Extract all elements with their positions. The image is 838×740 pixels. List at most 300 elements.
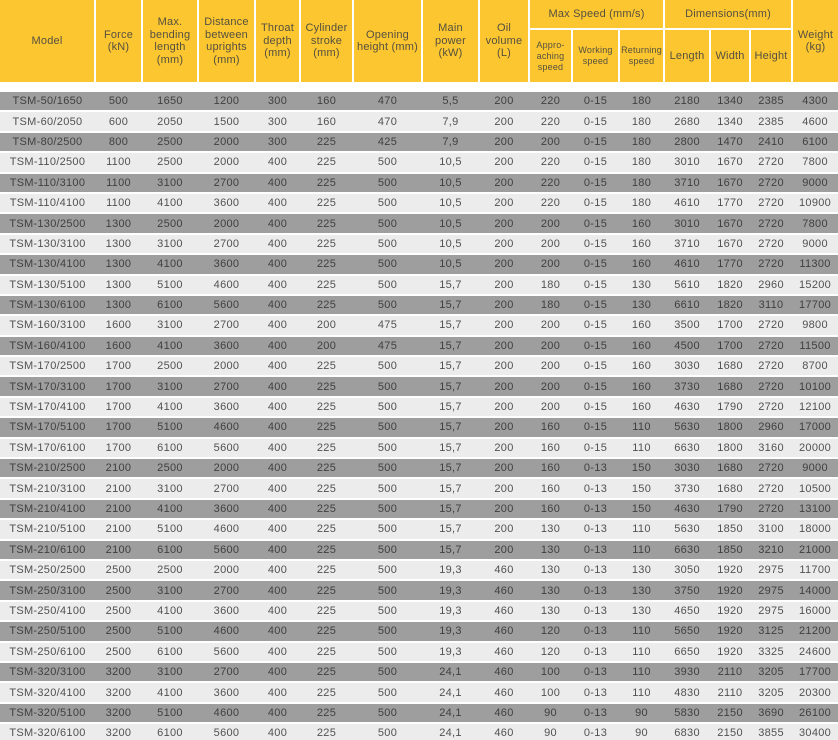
cell-value: 17700 (792, 662, 838, 682)
cell-model: TSM-210/6100 (0, 540, 95, 560)
cell-value: 150 (619, 499, 664, 519)
cell-value: 3930 (664, 662, 710, 682)
cell-value: 225 (300, 642, 353, 662)
cell-value: 110 (619, 682, 664, 702)
cell-value: 200 (529, 356, 572, 376)
table-row (0, 213, 838, 233)
cell-value: 13100 (792, 499, 838, 519)
cell-value: 3205 (750, 662, 792, 682)
cell-value: 1300 (95, 295, 142, 315)
cell-value: 300 (255, 132, 300, 152)
cell-value: 200 (479, 540, 529, 560)
cell-value: 200 (529, 132, 572, 152)
cell-value: 10,5 (422, 193, 479, 213)
cell-value: 160 (529, 478, 572, 498)
cell-value: 100 (529, 662, 572, 682)
cell-value: 7800 (792, 152, 838, 172)
cell-value: 2000 (198, 213, 255, 233)
cell-value: 0-13 (572, 560, 619, 580)
cell-value: 1820 (710, 295, 750, 315)
cell-model: TSM-210/3100 (0, 478, 95, 498)
cell-value: 110 (619, 621, 664, 641)
cell-value: 0-15 (572, 92, 619, 111)
cell-value: 10,5 (422, 213, 479, 233)
cell-value: 1920 (710, 601, 750, 621)
cell-value: 1800 (710, 417, 750, 437)
col-header-model: Model (0, 0, 95, 82)
cell-value: 400 (255, 234, 300, 254)
cell-value: 19,3 (422, 601, 479, 621)
cell-value: 400 (255, 601, 300, 621)
table-row (0, 499, 838, 519)
cell-value: 6100 (142, 642, 198, 662)
table-row (0, 173, 838, 193)
col-header-main-power: Main power (kW) (422, 0, 479, 82)
cell-value: 2385 (750, 111, 792, 131)
cell-value: 200 (479, 152, 529, 172)
cell-value: 400 (255, 315, 300, 335)
cell-value: 2720 (750, 152, 792, 172)
cell-value: 500 (353, 254, 422, 274)
cell-value: 15,7 (422, 275, 479, 295)
cell-value: 1470 (710, 132, 750, 152)
cell-value: 160 (619, 254, 664, 274)
cell-value: 1200 (198, 92, 255, 111)
table-row (0, 417, 838, 437)
table-row (0, 438, 838, 458)
cell-value: 1850 (710, 519, 750, 539)
cell-model: TSM-130/5100 (0, 275, 95, 295)
cell-value: 160 (300, 92, 353, 111)
cell-value: 200 (300, 336, 353, 356)
cell-value: 0-15 (572, 173, 619, 193)
col-header-bending-length: Max. bending length (mm) (142, 0, 198, 82)
cell-value: 2000 (198, 356, 255, 376)
cell-value: 2700 (198, 315, 255, 335)
cell-value: 160 (619, 356, 664, 376)
table-header (0, 0, 838, 92)
cell-value: 460 (479, 621, 529, 641)
cell-value: 500 (353, 601, 422, 621)
cell-model: TSM-210/5100 (0, 519, 95, 539)
cell-value: 18000 (792, 519, 838, 539)
cell-value: 150 (619, 458, 664, 478)
cell-value: 180 (619, 152, 664, 172)
cell-value: 225 (300, 376, 353, 396)
cell-value: 3600 (198, 601, 255, 621)
cell-value: 130 (619, 275, 664, 295)
cell-value: 3710 (664, 234, 710, 254)
cell-value: 7,9 (422, 111, 479, 131)
cell-value: 1680 (710, 478, 750, 498)
cell-value: 3200 (95, 723, 142, 740)
cell-value: 460 (479, 580, 529, 600)
cell-value: 500 (353, 703, 422, 723)
cell-model: TSM-160/3100 (0, 315, 95, 335)
cell-value: 3200 (95, 662, 142, 682)
cell-value: 3200 (95, 703, 142, 723)
cell-value: 200 (529, 376, 572, 396)
cell-value: 160 (619, 397, 664, 417)
cell-value: 500 (353, 519, 422, 539)
cell-value: 2720 (750, 478, 792, 498)
cell-value: 475 (353, 315, 422, 335)
cell-value: 225 (300, 356, 353, 376)
cell-value: 2110 (710, 662, 750, 682)
cell-value: 2100 (95, 540, 142, 560)
cell-value: 400 (255, 723, 300, 740)
cell-value: 1670 (710, 152, 750, 172)
cell-value: 200 (479, 275, 529, 295)
cell-model: TSM-130/4100 (0, 254, 95, 274)
table-row (0, 540, 838, 560)
cell-value: 400 (255, 152, 300, 172)
cell-value: 160 (619, 376, 664, 396)
cell-value: 3210 (750, 540, 792, 560)
cell-value: 2500 (95, 601, 142, 621)
cell-value: 5650 (664, 621, 710, 641)
cell-value: 200 (479, 92, 529, 111)
cell-value: 3125 (750, 621, 792, 641)
cell-value: 220 (529, 92, 572, 111)
cell-value: 200 (479, 438, 529, 458)
cell-value: 0-15 (572, 417, 619, 437)
cell-model: TSM-170/3100 (0, 376, 95, 396)
cell-value: 0-13 (572, 621, 619, 641)
cell-value: 1100 (95, 193, 142, 213)
cell-value: 2720 (750, 193, 792, 213)
cell-value: 2500 (142, 213, 198, 233)
cell-value: 400 (255, 621, 300, 641)
cell-value: 11500 (792, 336, 838, 356)
cell-value: 400 (255, 295, 300, 315)
cell-value: 200 (479, 376, 529, 396)
cell-model: TSM-130/3100 (0, 234, 95, 254)
cell-value: 110 (619, 642, 664, 662)
cell-value: 1300 (95, 234, 142, 254)
cell-value: 500 (95, 92, 142, 111)
col-header-oil-volume: Oil volume (L) (479, 0, 529, 82)
cell-value: 225 (300, 173, 353, 193)
cell-value: 500 (353, 478, 422, 498)
cell-value: 1680 (710, 376, 750, 396)
cell-value: 24,1 (422, 662, 479, 682)
cell-value: 200 (529, 336, 572, 356)
cell-value: 500 (353, 560, 422, 580)
cell-value: 0-15 (572, 132, 619, 152)
cell-value: 2720 (750, 356, 792, 376)
cell-value: 500 (353, 234, 422, 254)
cell-value: 11300 (792, 254, 838, 274)
cell-value: 1700 (95, 356, 142, 376)
cell-value: 180 (529, 275, 572, 295)
cell-value: 0-15 (572, 254, 619, 274)
cell-value: 2720 (750, 173, 792, 193)
cell-value: 225 (300, 152, 353, 172)
cell-model: TSM-320/5100 (0, 703, 95, 723)
cell-value: 2720 (750, 458, 792, 478)
cell-value: 4100 (142, 499, 198, 519)
cell-value: 225 (300, 478, 353, 498)
cell-value: 400 (255, 275, 300, 295)
cell-value: 2720 (750, 213, 792, 233)
cell-value: 500 (353, 499, 422, 519)
cell-value: 24,1 (422, 703, 479, 723)
cell-value: 1340 (710, 111, 750, 131)
cell-value: 1300 (95, 213, 142, 233)
cell-value: 460 (479, 723, 529, 740)
cell-value: 3100 (142, 580, 198, 600)
cell-model: TSM-80/2500 (0, 132, 95, 152)
cell-value: 1850 (710, 540, 750, 560)
cell-value: 5600 (198, 438, 255, 458)
cell-value: 19,3 (422, 621, 479, 641)
cell-value: 3200 (95, 682, 142, 702)
cell-value: 200 (479, 356, 529, 376)
cell-value: 2720 (750, 336, 792, 356)
cell-value: 225 (300, 213, 353, 233)
table-row (0, 275, 838, 295)
cell-value: 3100 (142, 376, 198, 396)
cell-value: 5,5 (422, 92, 479, 111)
cell-value: 4610 (664, 254, 710, 274)
cell-value: 130 (529, 560, 572, 580)
cell-value: 300 (255, 111, 300, 131)
cell-value: 130 (619, 601, 664, 621)
cell-value: 0-13 (572, 682, 619, 702)
cell-value: 1770 (710, 254, 750, 274)
cell-value: 2500 (95, 560, 142, 580)
cell-value: 1700 (710, 336, 750, 356)
cell-value: 200 (479, 295, 529, 315)
cell-value: 500 (353, 662, 422, 682)
cell-value: 15,7 (422, 397, 479, 417)
cell-value: 2960 (750, 417, 792, 437)
cell-value: 3500 (664, 315, 710, 335)
cell-value: 3710 (664, 173, 710, 193)
cell-value: 9800 (792, 315, 838, 335)
cell-value: 180 (619, 111, 664, 131)
cell-value: 100 (529, 682, 572, 702)
cell-value: 160 (619, 315, 664, 335)
cell-value: 4600 (198, 275, 255, 295)
col-header-returning-speed: Returning speed (619, 29, 664, 82)
cell-value: 2720 (750, 254, 792, 274)
cell-value: 400 (255, 397, 300, 417)
cell-value: 0-13 (572, 601, 619, 621)
cell-value: 0-15 (572, 315, 619, 335)
cell-value: 2500 (142, 356, 198, 376)
cell-value: 200 (479, 111, 529, 131)
table-row (0, 336, 838, 356)
table-row (0, 560, 838, 580)
cell-value: 4610 (664, 193, 710, 213)
cell-model: TSM-250/4100 (0, 601, 95, 621)
cell-value: 225 (300, 519, 353, 539)
cell-value: 21000 (792, 540, 838, 560)
cell-value: 15,7 (422, 499, 479, 519)
table-row (0, 376, 838, 396)
cell-value: 400 (255, 642, 300, 662)
table-row (0, 111, 838, 131)
cell-value: 2720 (750, 234, 792, 254)
cell-value: 0-13 (572, 642, 619, 662)
cell-value: 4100 (142, 193, 198, 213)
cell-value: 3600 (198, 397, 255, 417)
cell-value: 15,7 (422, 478, 479, 498)
cell-value: 220 (529, 173, 572, 193)
cell-value: 220 (529, 152, 572, 172)
cell-value: 470 (353, 92, 422, 111)
cell-value: 15,7 (422, 438, 479, 458)
cell-value: 4100 (142, 682, 198, 702)
cell-value: 2100 (95, 478, 142, 498)
table-row (0, 580, 838, 600)
cell-value: 3160 (750, 438, 792, 458)
cell-value: 30400 (792, 723, 838, 740)
cell-value: 400 (255, 336, 300, 356)
cell-value: 160 (529, 458, 572, 478)
table-row (0, 356, 838, 376)
table-body (0, 92, 838, 740)
cell-value: 0-13 (572, 458, 619, 478)
cell-value: 200 (479, 458, 529, 478)
cell-value: 400 (255, 499, 300, 519)
cell-value: 110 (619, 417, 664, 437)
cell-value: 0-15 (572, 275, 619, 295)
cell-value: 16000 (792, 601, 838, 621)
cell-value: 400 (255, 560, 300, 580)
cell-value: 2700 (198, 173, 255, 193)
cell-value: 1920 (710, 621, 750, 641)
cell-value: 800 (95, 132, 142, 152)
cell-model: TSM-250/2500 (0, 560, 95, 580)
cell-value: 3100 (142, 234, 198, 254)
cell-value: 0-13 (572, 499, 619, 519)
cell-value: 130 (529, 540, 572, 560)
cell-value: 5610 (664, 275, 710, 295)
col-header-throat-depth: Throat depth (mm) (255, 0, 300, 82)
cell-value: 160 (300, 111, 353, 131)
cell-value: 400 (255, 703, 300, 723)
cell-value: 10,5 (422, 152, 479, 172)
cell-value: 200 (479, 417, 529, 437)
cell-value: 500 (353, 295, 422, 315)
cell-value: 225 (300, 295, 353, 315)
cell-value: 2150 (710, 703, 750, 723)
cell-value: 4300 (792, 92, 838, 111)
cell-value: 0-15 (572, 213, 619, 233)
cell-value: 26100 (792, 703, 838, 723)
cell-value: 200 (479, 234, 529, 254)
cell-value: 460 (479, 642, 529, 662)
cell-value: 1820 (710, 275, 750, 295)
cell-value: 2975 (750, 560, 792, 580)
cell-value: 225 (300, 397, 353, 417)
cell-value: 1670 (710, 173, 750, 193)
cell-value: 5600 (198, 540, 255, 560)
cell-value: 2410 (750, 132, 792, 152)
cell-model: TSM-320/4100 (0, 682, 95, 702)
cell-value: 2500 (142, 152, 198, 172)
cell-value: 400 (255, 519, 300, 539)
cell-value: 1300 (95, 275, 142, 295)
cell-value: 4500 (664, 336, 710, 356)
cell-value: 3600 (198, 254, 255, 274)
cell-value: 3730 (664, 478, 710, 498)
cell-value: 500 (353, 682, 422, 702)
cell-value: 19,3 (422, 642, 479, 662)
cell-value: 220 (529, 193, 572, 213)
cell-value: 6100 (142, 295, 198, 315)
table-row (0, 254, 838, 274)
cell-value: 110 (619, 540, 664, 560)
cell-value: 200 (479, 519, 529, 539)
cell-value: 1790 (710, 499, 750, 519)
cell-value: 225 (300, 580, 353, 600)
cell-value: 400 (255, 213, 300, 233)
cell-value: 4830 (664, 682, 710, 702)
cell-value: 1600 (95, 336, 142, 356)
cell-value: 120 (529, 621, 572, 641)
cell-value: 1700 (95, 417, 142, 437)
cell-model: TSM-320/3100 (0, 662, 95, 682)
col-header-approaching-speed: Appro-aching speed (529, 29, 572, 82)
cell-value: 6650 (664, 642, 710, 662)
cell-value: 6630 (664, 540, 710, 560)
cell-value: 5830 (664, 703, 710, 723)
cell-value: 200 (529, 234, 572, 254)
cell-model: TSM-320/6100 (0, 723, 95, 740)
cell-value: 1500 (198, 111, 255, 131)
cell-value: 130 (619, 295, 664, 315)
cell-value: 2110 (710, 682, 750, 702)
group-header-max-speed: Max Speed (mm/s) (529, 0, 664, 29)
cell-value: 2000 (198, 132, 255, 152)
table-row (0, 519, 838, 539)
cell-value: 180 (619, 132, 664, 152)
cell-value: 1800 (710, 438, 750, 458)
cell-value: 3600 (198, 336, 255, 356)
cell-value: 400 (255, 376, 300, 396)
cell-value: 1100 (95, 152, 142, 172)
cell-value: 15,7 (422, 540, 479, 560)
cell-value: 200 (529, 315, 572, 335)
cell-value: 225 (300, 601, 353, 621)
col-header-distance-uprights: Distance between uprights (mm) (198, 0, 255, 82)
cell-value: 200 (529, 254, 572, 274)
cell-value: 2720 (750, 315, 792, 335)
cell-value: 14000 (792, 580, 838, 600)
cell-value: 0-13 (572, 662, 619, 682)
cell-value: 2720 (750, 499, 792, 519)
cell-value: 200 (479, 254, 529, 274)
cell-value: 1700 (95, 438, 142, 458)
cell-value: 1700 (95, 376, 142, 396)
cell-value: 2385 (750, 92, 792, 111)
cell-value: 160 (529, 499, 572, 519)
cell-value: 3010 (664, 152, 710, 172)
table-row (0, 723, 838, 740)
cell-value: 3730 (664, 376, 710, 396)
cell-value: 7,9 (422, 132, 479, 152)
cell-model: TSM-250/3100 (0, 580, 95, 600)
cell-value: 130 (619, 560, 664, 580)
cell-value: 2720 (750, 376, 792, 396)
cell-value: 4600 (198, 519, 255, 539)
cell-value: 500 (353, 642, 422, 662)
table-row (0, 295, 838, 315)
